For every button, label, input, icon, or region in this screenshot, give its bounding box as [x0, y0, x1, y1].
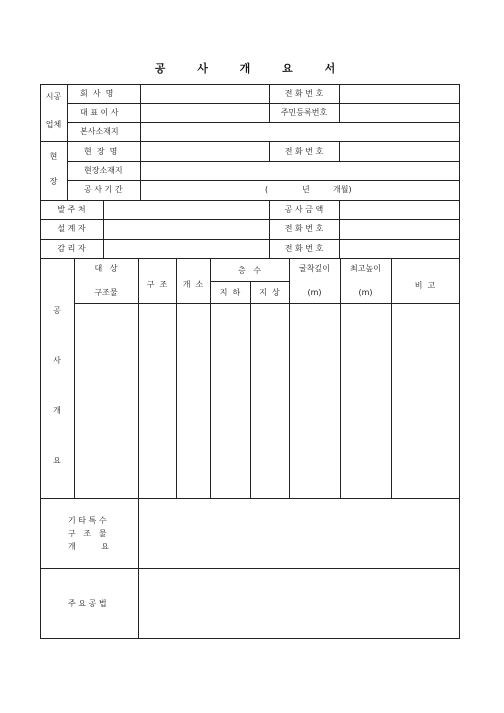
rule	[138, 258, 139, 639]
period-label: 공 사 기 간	[84, 185, 123, 194]
main-method-label: 주 요 공 법	[68, 599, 107, 608]
site-name-label: 현 장 명	[84, 147, 118, 156]
rule	[74, 303, 460, 304]
count-header: 개 소	[182, 280, 204, 289]
rule	[67, 180, 460, 181]
site-phone-label: 전 화 번 호	[284, 147, 324, 156]
floors-header: 층 수	[237, 266, 262, 275]
rule	[140, 122, 141, 141]
rule	[176, 258, 177, 498]
rule	[67, 84, 68, 200]
supervisor-phone-label: 전 화 번 호	[284, 244, 324, 253]
rule	[140, 161, 141, 200]
contractor-label-bottom: 업체	[45, 120, 62, 129]
border-top	[40, 84, 460, 85]
overview-char-2: 사	[53, 356, 61, 365]
excavation-header: 굴착깊이	[299, 264, 330, 273]
designer-label: 설 계 자	[57, 224, 86, 233]
rule	[140, 84, 141, 103]
excavation-unit: (m)	[307, 288, 322, 297]
rule	[40, 568, 460, 569]
rule	[40, 141, 460, 142]
rule	[250, 281, 251, 498]
page-title: 공 사 개 요 서	[154, 62, 350, 75]
amount-label: 공 사 금 액	[284, 205, 324, 214]
overview-char-1: 공	[53, 306, 61, 315]
rule	[391, 258, 392, 498]
rule	[339, 84, 340, 122]
period-month: 개월)	[333, 185, 352, 194]
structure-header: 구 조	[146, 280, 168, 289]
max-height-unit: (m)	[358, 288, 373, 297]
contractor-label-top: 시공	[45, 92, 62, 101]
above-header: 지 상	[259, 288, 280, 297]
below-header: 지 하	[219, 288, 241, 297]
max-height-header: 최고높이	[350, 264, 381, 273]
ceo-label: 대 표 이 사	[80, 108, 119, 117]
overview-char-3: 개	[53, 406, 61, 415]
client-label: 발 주 처	[57, 205, 86, 214]
rule	[339, 141, 340, 161]
rule	[40, 258, 460, 259]
period-year: 년	[302, 185, 310, 194]
border-right	[459, 84, 460, 639]
other-line-3: 개 요	[68, 542, 109, 551]
overview-char-4: 요	[53, 456, 61, 465]
period-open: (	[265, 185, 269, 194]
rule	[140, 103, 141, 122]
overview-form	[40, 84, 460, 639]
designer-phone-label: 전 화 번 호	[284, 224, 324, 233]
company-phone-label: 전 화 번 호	[284, 89, 324, 98]
remarks-header: 비 고	[414, 281, 436, 290]
structure-obj-header: 구조물	[94, 288, 118, 297]
company-name-label: 회 사 명	[80, 89, 114, 98]
site-label-bottom: 장	[49, 177, 58, 186]
rule	[339, 200, 340, 258]
site-label-top: 현	[49, 152, 58, 161]
rule	[103, 200, 104, 258]
rule	[67, 122, 460, 123]
rule	[140, 141, 141, 161]
target-header: 대 상	[94, 264, 118, 273]
hq-address-label: 본사소재지	[80, 127, 119, 136]
rule	[40, 498, 460, 499]
other-line-2: 구 조 물	[68, 529, 107, 538]
site-address-label: 현장소재지	[84, 166, 123, 175]
supervisor-label: 감 리 자	[57, 244, 86, 253]
rule	[67, 161, 460, 162]
other-line-1: 기 타 특 수	[68, 516, 107, 525]
rule	[67, 103, 460, 104]
border-bottom	[40, 638, 460, 639]
resident-no-label: 주민등록번호	[280, 108, 328, 117]
